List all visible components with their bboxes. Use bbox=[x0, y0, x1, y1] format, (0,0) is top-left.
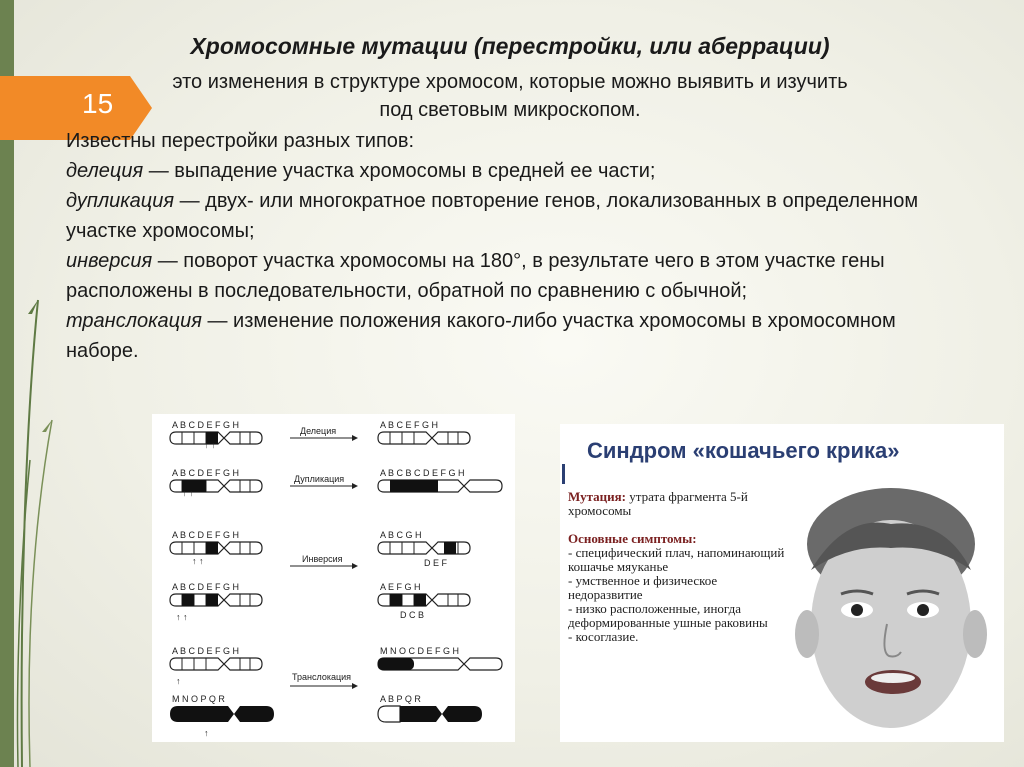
arrow-arrow-1: ↑ ↑ bbox=[204, 440, 216, 450]
arrow-label-inversion: Инверсия bbox=[302, 554, 343, 564]
row-label-dup-before: A B C D E F G H bbox=[172, 468, 240, 478]
definition-deletion bbox=[66, 156, 966, 186]
subtitle-line: под световым микроскопом. bbox=[379, 99, 641, 121]
row-label-del-after: A B C E F G H bbox=[380, 420, 439, 430]
definition-text: — двух- или многократное повторение генов, локализованных в определенном участке хромосомы; bbox=[66, 190, 919, 242]
symptom-item: - косоглазие. bbox=[568, 629, 639, 644]
syndrome-panel bbox=[560, 424, 1004, 742]
row-label-inv1-after-bottom: D E F bbox=[424, 558, 448, 568]
definition-text: — выпадение участка хромосомы в средней ее части; bbox=[143, 160, 656, 182]
symptom-item: - специфический плач, напоминающий кошачье мяуканье bbox=[568, 545, 785, 574]
symptoms-label: Основные симптомы: bbox=[568, 531, 697, 546]
row-label-inv2-before: A B C D E F G H bbox=[172, 582, 240, 592]
row-label-del-before: A B C D E F G H bbox=[172, 420, 240, 430]
subtitle-line: это изменения в структуре хромосом, которые можно выявить и изучить bbox=[172, 71, 848, 93]
arrow-arrow-4: ↑ ↑ bbox=[176, 612, 188, 622]
symptom-item: - низко расположенные, иногда деформированные ушные раковины bbox=[568, 601, 768, 630]
row-label-tr-before1: A B C D E F G H bbox=[172, 646, 240, 656]
slide-subtitle bbox=[60, 68, 960, 124]
definition-text: — поворот участка хромосомы на 180°, в результате чего в этом участке гены расположены в последовательности, обратной по сравнению с обычной; bbox=[66, 250, 885, 302]
syndrome-description bbox=[568, 490, 788, 644]
mutation-label: Мутация: bbox=[568, 489, 626, 504]
term: делеция bbox=[66, 160, 144, 182]
syndrome-title: Синдром «кошачьего крика» bbox=[587, 438, 900, 463]
arrow-arrow-3: ↑ ↑ bbox=[192, 556, 204, 566]
definitions-block bbox=[66, 126, 966, 366]
term: транслокация bbox=[66, 310, 202, 332]
intro-line: Известны перестройки разных типов: bbox=[66, 130, 415, 152]
term: инверсия bbox=[66, 250, 153, 272]
row-label-tr-after2: A B P Q R bbox=[380, 694, 421, 704]
definition-text: — изменение положения какого-либо участка хромосомы в хромосомном наборе. bbox=[66, 310, 896, 362]
term: дупликация bbox=[66, 190, 175, 212]
mutation-text: утрата фрагмента 5-й хромосомы bbox=[568, 489, 748, 518]
row-label-inv2-after-bottom: D C B bbox=[400, 610, 425, 620]
slide-number: 15 bbox=[82, 88, 114, 119]
arrow-arrow-5: ↑ bbox=[176, 676, 181, 686]
mutation-diagram bbox=[152, 414, 515, 742]
accent-bar bbox=[562, 464, 565, 484]
definition-duplication bbox=[66, 186, 966, 246]
row-label-inv1-after-top: A B C G H bbox=[380, 530, 422, 540]
child-portrait bbox=[785, 484, 997, 734]
arrow-label-duplication: Дупликация bbox=[294, 474, 345, 484]
slide-title: Хромосомные мутации (перестройки, или аберрации) bbox=[190, 33, 830, 59]
definition-inversion bbox=[66, 246, 966, 306]
row-label-dup-after: A B C B C D E F G H bbox=[380, 468, 465, 478]
arrow-arrow-6: ↑ bbox=[204, 728, 209, 738]
row-label-inv1-before: A B C D E F G H bbox=[172, 530, 240, 540]
row-label-tr-before2: M N O P Q R bbox=[172, 694, 225, 704]
row-label-inv2-after-top: A E F G H bbox=[380, 582, 421, 592]
arrow-label-translocation: Транслокация bbox=[292, 672, 352, 682]
definition-translocation bbox=[66, 306, 966, 366]
arrow-arrow-2: ↑ ↑ bbox=[182, 488, 194, 498]
arrow-label-deletion: Делеция bbox=[300, 426, 337, 436]
symptom-item: - умственное и физическое недоразвитие bbox=[568, 573, 718, 602]
row-label-tr-after1: M N O C D E F G H bbox=[380, 646, 460, 656]
